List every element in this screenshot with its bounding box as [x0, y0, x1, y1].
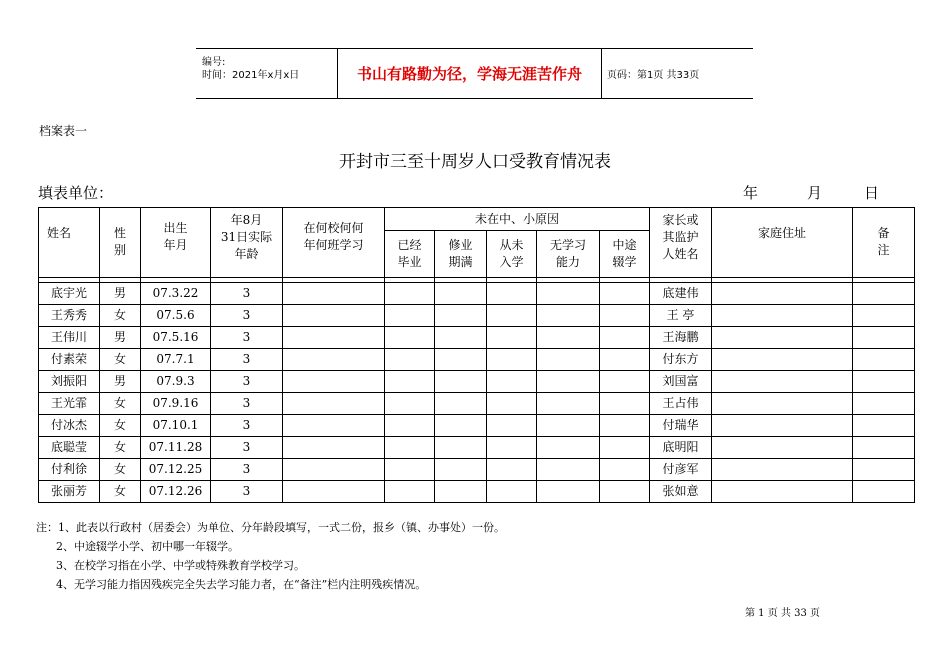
remark-cell [853, 437, 915, 459]
table-row [39, 305, 915, 327]
name-cell: 底宇光 [39, 283, 100, 305]
header-guardian: 家长或 其监护 人姓名 [650, 208, 712, 278]
never-enrolled-cell [487, 459, 537, 481]
dropout-cell [600, 481, 650, 503]
school-cell [283, 481, 385, 503]
remark-cell [853, 283, 915, 305]
table-body [39, 283, 915, 503]
guardian-cell: 付彦军 [650, 459, 712, 481]
header-info [196, 49, 336, 98]
age-cell: 3 [211, 371, 283, 393]
motto-text: 书山有路勤为径，学海无涯苦作舟 [356, 65, 582, 83]
birth-cell: 07.12.25 [141, 459, 211, 481]
guardian-cell: 刘国富 [650, 371, 712, 393]
page-label: 页码：第1页 共33页 [607, 70, 700, 81]
age-cell: 3 [211, 459, 283, 481]
completed-cell [435, 393, 487, 415]
never-enrolled-cell [487, 415, 537, 437]
school-cell [283, 371, 385, 393]
date-day: 日 [864, 184, 880, 202]
table-row [39, 349, 915, 371]
address-cell [712, 393, 853, 415]
header-address: 家庭住址 [712, 208, 853, 278]
never-enrolled-cell [487, 305, 537, 327]
document-header [196, 48, 753, 99]
remark-cell [853, 459, 915, 481]
guardian-cell: 付东方 [650, 349, 712, 371]
birth-cell: 07.11.28 [141, 437, 211, 459]
birth-cell: 07.7.1 [141, 349, 211, 371]
name-cell: 付冰杰 [39, 415, 100, 437]
header-reason-unable: 无学习 能力 [537, 231, 600, 278]
header-reason-completed: 修业 期满 [435, 231, 487, 278]
dropout-cell [600, 327, 650, 349]
school-cell [283, 437, 385, 459]
unable-cell [537, 283, 600, 305]
address-cell [712, 283, 853, 305]
guardian-cell: 底建伟 [650, 283, 712, 305]
sex-cell: 女 [100, 349, 141, 371]
graduated-cell [385, 415, 435, 437]
unable-cell [537, 415, 600, 437]
school-cell [283, 327, 385, 349]
header-sex: 性 别 [100, 208, 141, 278]
dropout-cell [600, 393, 650, 415]
completed-cell [435, 371, 487, 393]
graduated-cell [385, 437, 435, 459]
age-cell: 3 [211, 327, 283, 349]
name-cell: 张丽芳 [39, 481, 100, 503]
remark-cell [853, 305, 915, 327]
name-cell: 刘振阳 [39, 371, 100, 393]
completed-cell [435, 305, 487, 327]
table-row [39, 371, 915, 393]
sex-cell: 男 [100, 371, 141, 393]
graduated-cell [385, 327, 435, 349]
birth-cell: 07.10.1 [141, 415, 211, 437]
graduated-cell [385, 371, 435, 393]
address-cell [712, 305, 853, 327]
table-row [39, 283, 915, 305]
age-cell: 3 [211, 437, 283, 459]
birth-cell: 07.9.3 [141, 371, 211, 393]
remark-cell [853, 393, 915, 415]
completed-cell [435, 327, 487, 349]
never-enrolled-cell [487, 349, 537, 371]
header-reason-dropout: 中途 辍学 [600, 231, 650, 278]
birth-cell: 07.12.26 [141, 481, 211, 503]
header-reason-graduated: 已经 毕业 [385, 231, 435, 278]
remark-cell [853, 415, 915, 437]
never-enrolled-cell [487, 327, 537, 349]
address-cell [712, 459, 853, 481]
header-motto-cell [337, 49, 602, 98]
name-cell: 付利徐 [39, 459, 100, 481]
unable-cell [537, 459, 600, 481]
sex-cell: 女 [100, 415, 141, 437]
header-school: 在何校何何 年何班学习 [283, 208, 385, 278]
birth-cell: 07.5.16 [141, 327, 211, 349]
dropout-cell [600, 305, 650, 327]
guardian-cell: 王 亭 [650, 305, 712, 327]
table-row [39, 393, 915, 415]
table-row [39, 459, 915, 481]
guardian-cell: 王海鹏 [650, 327, 712, 349]
date-year: 年 [743, 184, 759, 202]
unable-cell [537, 305, 600, 327]
note-3: 3、在校学习指在小学、中学或特殊教育学校学习。 [56, 559, 305, 572]
dropout-cell [600, 349, 650, 371]
age-cell: 3 [211, 283, 283, 305]
age-cell: 3 [211, 481, 283, 503]
notes [36, 518, 505, 594]
header-reason-group: 未在中、小原因 [385, 208, 650, 231]
page-footer: 第 1 页 共 33 页 [745, 608, 820, 619]
graduated-cell [385, 481, 435, 503]
table-row [39, 415, 915, 437]
education-table [38, 207, 915, 503]
page-title: 开封市三至十周岁人口受教育情况表 [339, 152, 611, 172]
guardian-cell: 张如意 [650, 481, 712, 503]
address-cell [712, 415, 853, 437]
unable-cell [537, 349, 600, 371]
header-remark: 备 注 [853, 208, 915, 278]
completed-cell [435, 481, 487, 503]
remark-cell [853, 371, 915, 393]
table-row [39, 437, 915, 459]
never-enrolled-cell [487, 481, 537, 503]
school-cell [283, 393, 385, 415]
graduated-cell [385, 283, 435, 305]
note-4: 4、无学习能力指因残疾完全失去学习能力者，在“备注”栏内注明残疾情况。 [56, 578, 427, 591]
sex-cell: 女 [100, 393, 141, 415]
note-1: 注：1、此表以行政村（居委会）为单位、分年龄段填写，一式二份，报乡（镇、办事处）一份。 [36, 521, 505, 534]
unable-cell [537, 393, 600, 415]
guardian-cell: 付瑞华 [650, 415, 712, 437]
guardian-cell: 底明阳 [650, 437, 712, 459]
unable-cell [537, 371, 600, 393]
header-reason-never-enrolled: 从未 入学 [487, 231, 537, 278]
age-cell: 3 [211, 349, 283, 371]
sex-cell: 女 [100, 459, 141, 481]
name-cell: 王秀秀 [39, 305, 100, 327]
graduated-cell [385, 349, 435, 371]
address-cell [712, 349, 853, 371]
address-cell [712, 371, 853, 393]
age-cell: 3 [211, 415, 283, 437]
never-enrolled-cell [487, 371, 537, 393]
name-cell: 付素荣 [39, 349, 100, 371]
school-cell [283, 415, 385, 437]
school-cell [283, 283, 385, 305]
note-2: 2、中途辍学小学、初中哪一年辍学。 [56, 540, 239, 553]
sex-cell: 男 [100, 327, 141, 349]
never-enrolled-cell [487, 283, 537, 305]
name-cell: 王光霏 [39, 393, 100, 415]
school-cell [283, 349, 385, 371]
name-cell: 王伟川 [39, 327, 100, 349]
school-cell [283, 459, 385, 481]
sex-cell: 女 [100, 305, 141, 327]
graduated-cell [385, 305, 435, 327]
remark-cell [853, 349, 915, 371]
dropout-cell [600, 371, 650, 393]
birth-cell: 07.5.6 [141, 305, 211, 327]
fill-unit-label: 填表单位： [38, 184, 114, 202]
unable-cell [537, 437, 600, 459]
guardian-cell: 王占伟 [650, 393, 712, 415]
number-label: 编号: [202, 57, 226, 68]
table-row [39, 327, 915, 349]
archive-label: 档案表一 [39, 124, 88, 138]
completed-cell [435, 415, 487, 437]
completed-cell [435, 283, 487, 305]
sex-cell: 男 [100, 283, 141, 305]
age-cell: 3 [211, 393, 283, 415]
time-label: 时间：2021年x月x日 [202, 70, 300, 81]
birth-cell: 07.3.22 [141, 283, 211, 305]
address-cell [712, 327, 853, 349]
header-name: 姓名 [39, 208, 100, 278]
remark-cell [853, 327, 915, 349]
unable-cell [537, 481, 600, 503]
table-row [39, 481, 915, 503]
name-cell: 底聪莹 [39, 437, 100, 459]
dropout-cell [600, 459, 650, 481]
dropout-cell [600, 283, 650, 305]
completed-cell [435, 349, 487, 371]
date-month: 月 [807, 184, 823, 202]
address-cell [712, 437, 853, 459]
unable-cell [537, 327, 600, 349]
dropout-cell [600, 415, 650, 437]
never-enrolled-cell [487, 393, 537, 415]
header-age: 年8月 31日实际 年龄 [211, 208, 283, 278]
age-cell: 3 [211, 305, 283, 327]
sex-cell: 女 [100, 481, 141, 503]
graduated-cell [385, 459, 435, 481]
dropout-cell [600, 437, 650, 459]
remark-cell [853, 481, 915, 503]
completed-cell [435, 437, 487, 459]
completed-cell [435, 459, 487, 481]
never-enrolled-cell [487, 437, 537, 459]
graduated-cell [385, 393, 435, 415]
school-cell [283, 305, 385, 327]
birth-cell: 07.9.16 [141, 393, 211, 415]
header-birth: 出生 年月 [141, 208, 211, 278]
address-cell [712, 481, 853, 503]
sex-cell: 女 [100, 437, 141, 459]
